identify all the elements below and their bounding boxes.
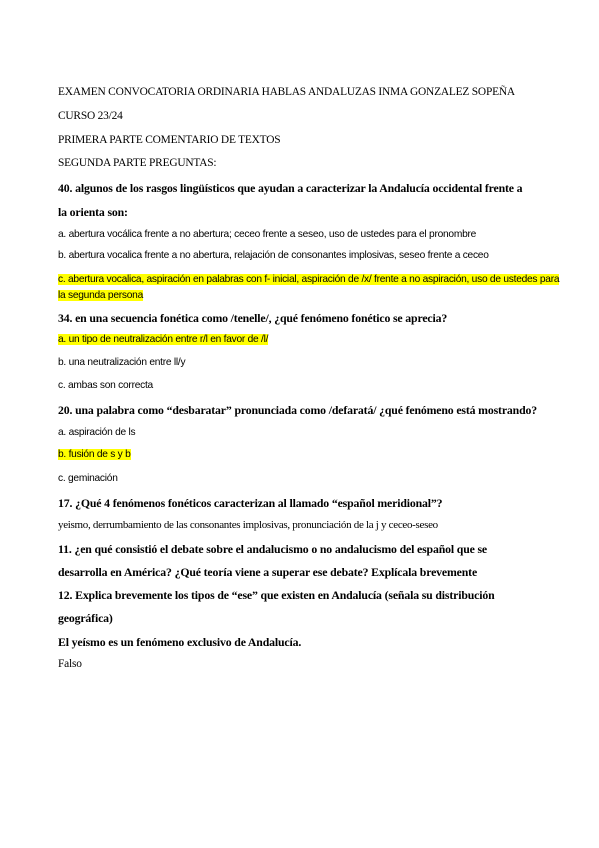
exam-title: EXAMEN CONVOCATORIA ORDINARIA HABLAS ANDALUZAS INMA GONZALEZ SOPEÑA <box>58 86 515 98</box>
option-40-b: b. abertura vocalica frente a no abertura, relajación de consonantes implosivas, seseo frente a ceceo <box>58 250 489 261</box>
true-false-statement: El yeísmo es un fenómeno exclusivo de Andalucía. <box>58 635 302 649</box>
course-line: CURSO 23/24 <box>58 110 123 122</box>
question-11-line1: 11. ¿en qué consistió el debate sobre el andalucismo o no andalucismo del español que se <box>58 542 488 556</box>
option-40-c <box>58 272 568 304</box>
question-40-line2: la orienta son: <box>58 205 128 219</box>
question-17: 17. ¿Qué 4 fenómenos fonéticos caracterizan al llamado “español meridional”? <box>58 496 443 510</box>
true-false-answer: Falso <box>58 658 82 670</box>
option-40-a: a. abertura vocálica frente a no abertura; ceceo frente a seseo, uso de ustedes para el pronombre <box>58 229 477 240</box>
question-34: 34. en una secuencia fonética como /tenelle/, ¿qué fenómeno fonético se aprecia? <box>58 311 448 325</box>
question-40-line1: 40. algunos de los rasgos lingüísticos que ayudan a caracterizar la Andalucía occidental frente a <box>58 181 523 195</box>
question-12-line1: 12. Explica brevemente los tipos de “ese” que existen en Andalucía (señala su distribución <box>58 588 495 602</box>
option-20-a: a. aspiración de ls <box>58 427 136 438</box>
question-11-line2: desarrolla en América? ¿Qué teoría viene a superar ese debate? Explícala brevemente <box>58 565 478 579</box>
answer-17: yeismo, derrumbamiento de las consonantes implosivas, pronunciación de la j y ceceo-seseo <box>58 519 438 531</box>
highlighted-answer: a. un tipo de neutralización entre r/l en favor de /l/ <box>58 334 269 345</box>
option-20-c: c. geminación <box>58 473 118 484</box>
question-12-line2: geográfica) <box>58 611 113 625</box>
option-34-a <box>58 334 568 345</box>
highlighted-answer: c. abertura vocalica, aspiración en palabras con f- inicial, aspiración de /x/ frente a no aspiración, uso de ustedes para la segunda persona <box>58 274 560 301</box>
question-20: 20. una palabra como “desbaratar” pronunciada como /defaratá/ ¿qué fenómeno está mostrando? <box>58 403 537 417</box>
part-two-heading: SEGUNDA PARTE PREGUNTAS: <box>58 157 217 169</box>
option-20-b <box>58 449 568 460</box>
part-one-heading: PRIMERA PARTE COMENTARIO DE TEXTOS <box>58 134 281 146</box>
option-34-c: c. ambas son correcta <box>58 380 153 391</box>
option-34-b: b. una neutralización entre ll/y <box>58 357 186 368</box>
highlighted-answer: b. fusión de s y b <box>58 449 131 460</box>
